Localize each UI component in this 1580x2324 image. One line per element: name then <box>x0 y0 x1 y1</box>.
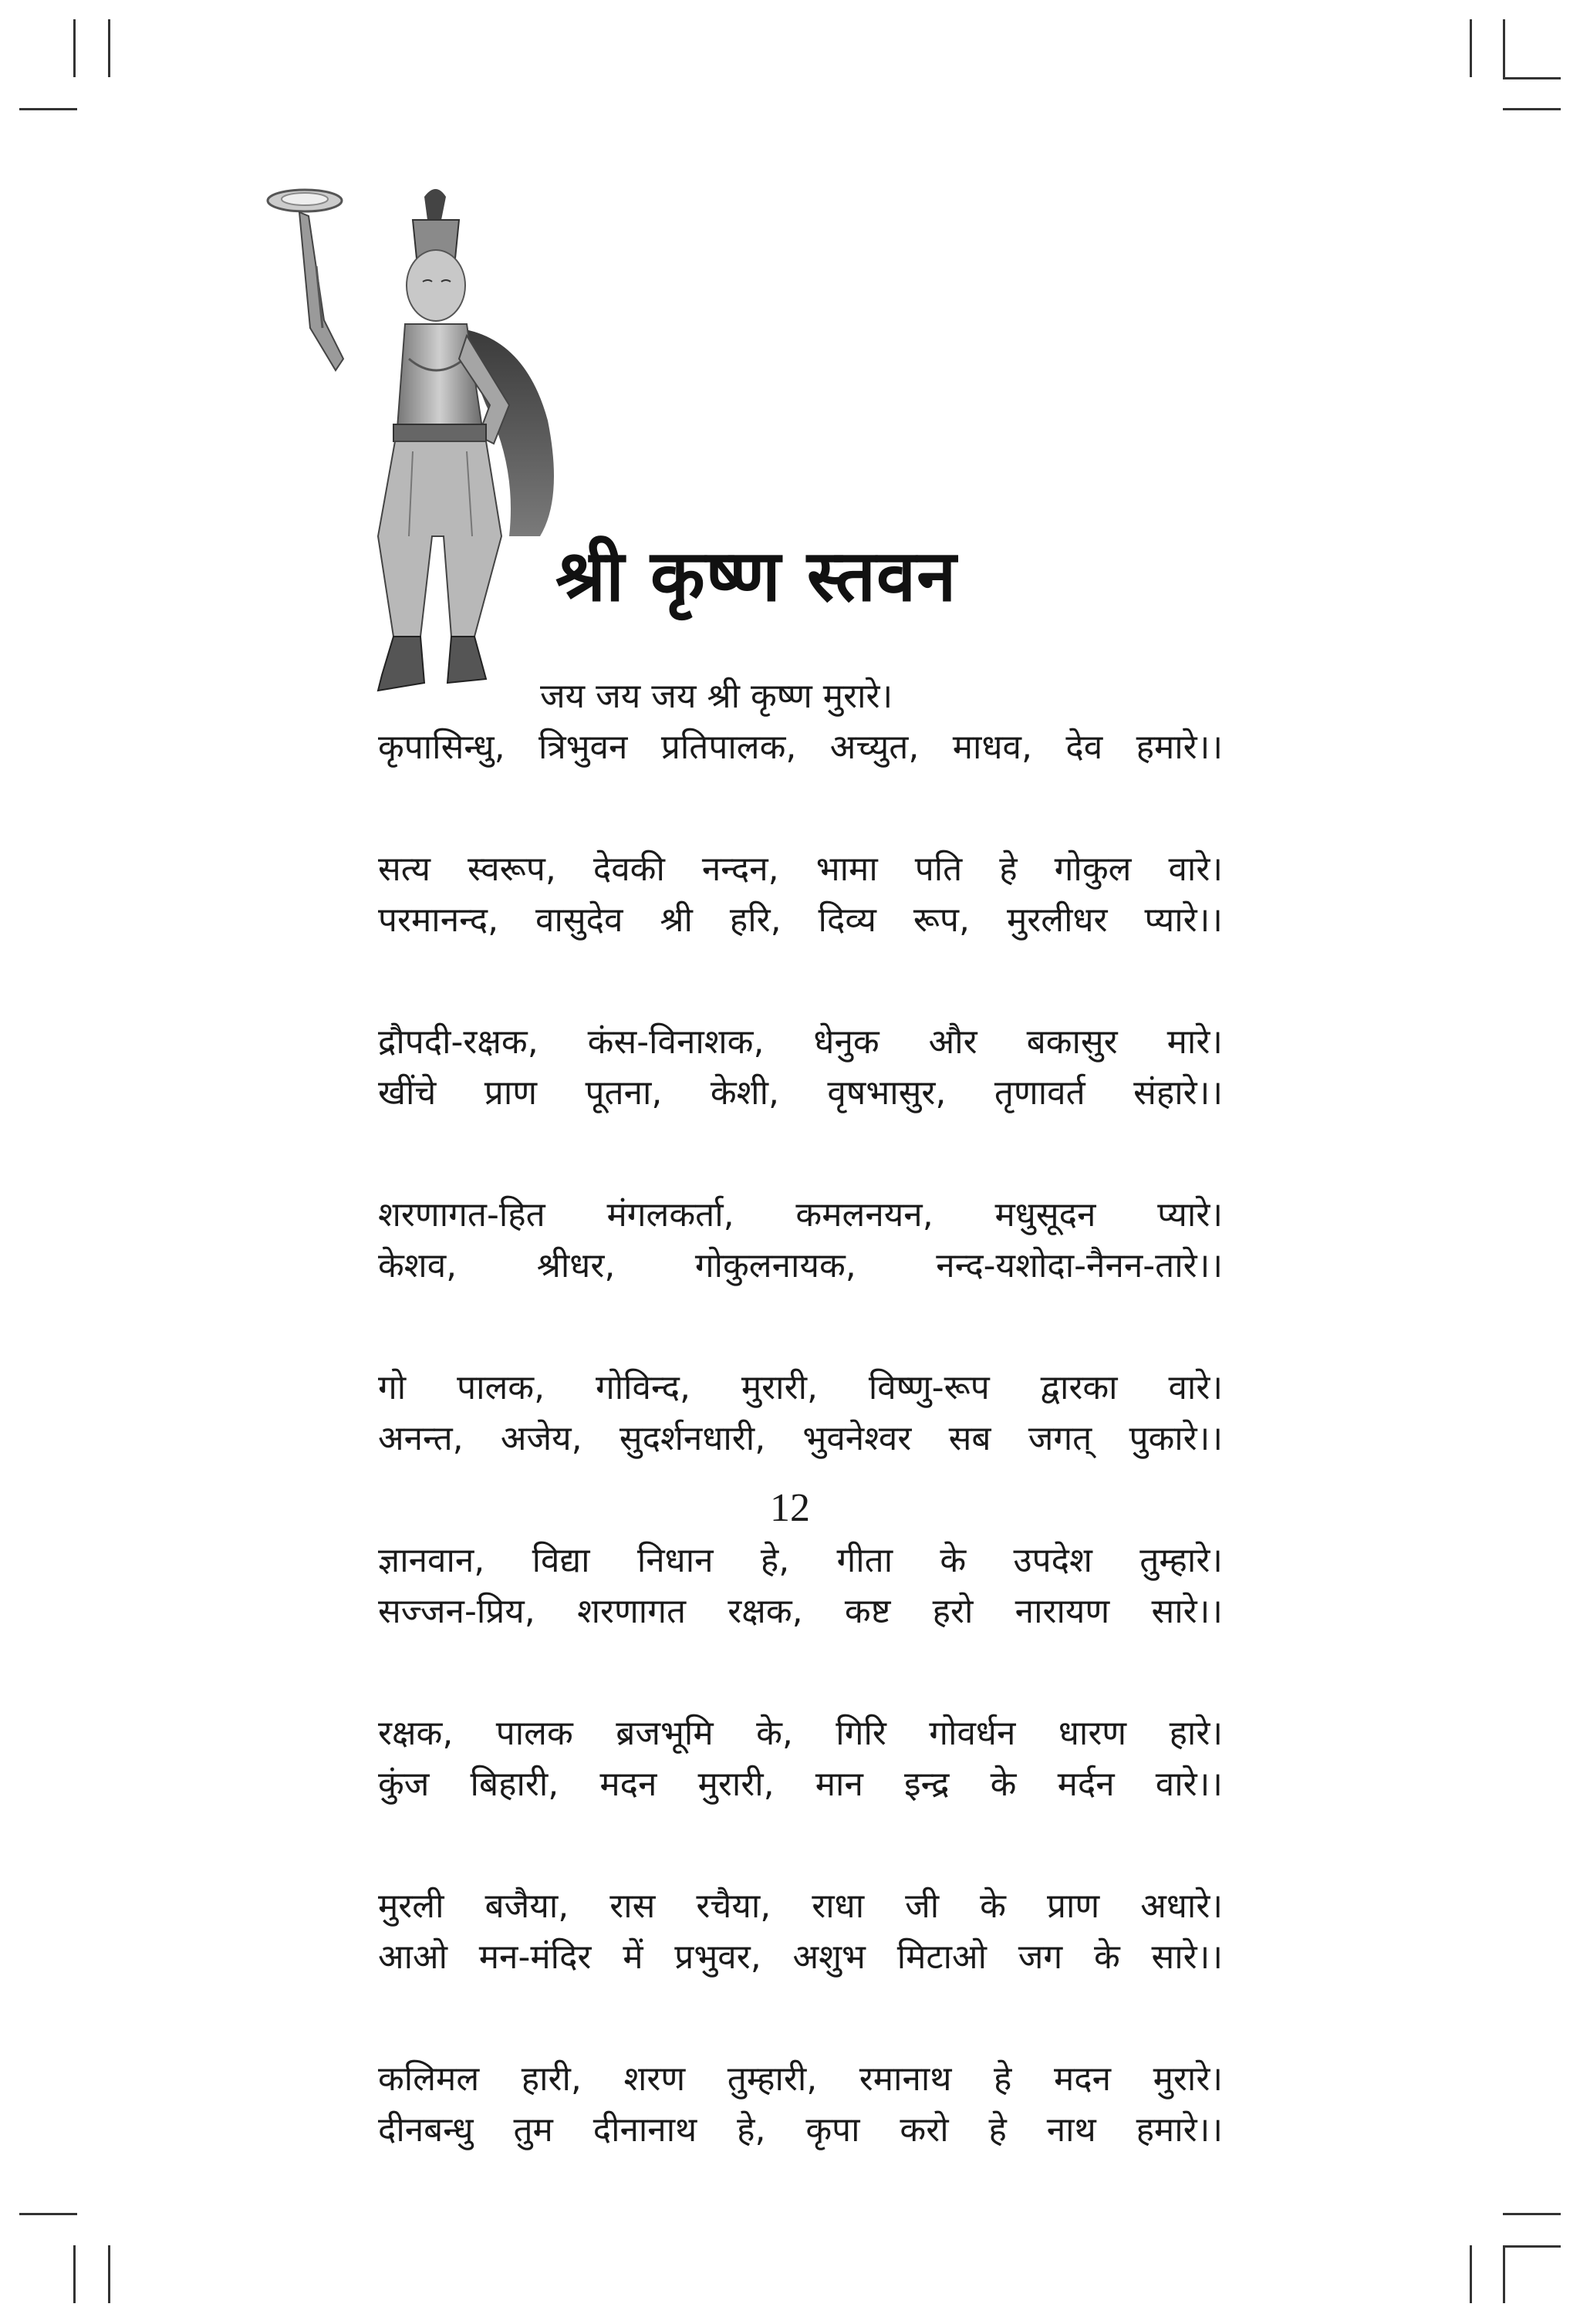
stanza-line: केशव, श्रीधर, गोकुलनायक, नन्द-यशोदा-नैनन-तारे।। <box>378 1246 1223 1285</box>
page-title: श्री कृष्ण स्तवन <box>555 535 957 617</box>
stanza-line: रक्षक, पालक ब्रजभूमि के, गिरि गोवर्धन धारण हारे। <box>378 1714 1223 1753</box>
crop-mark-bottom-left-inner <box>108 2245 110 2303</box>
crop-mark-bottom-right-inner <box>1470 2245 1472 2303</box>
stanza <box>378 1535 1223 1637</box>
stanza-line: आओ मन-मंदिर में प्रभुवर, अशुभ मिटाओ जग के सारे।। <box>378 1937 1223 1977</box>
stanza <box>378 1190 1223 1292</box>
stanza <box>378 1363 1223 1464</box>
crop-mark-top-right-outer <box>1503 19 1505 77</box>
crop-mark-bottom-left-horizontal <box>19 2213 77 2215</box>
stanza <box>378 1017 1223 1119</box>
stanza <box>378 844 1223 946</box>
stanza-line: कुंज बिहारी, मदन मुरारी, मान इन्द्र के मर्दन वारे।। <box>378 1765 1223 1804</box>
crop-mark-top-left-horizontal <box>19 108 77 110</box>
stanza-line: ज्ञानवान, विद्या निधान हे, गीता के उपदेश तुम्हारे। <box>378 1541 1223 1580</box>
stanza-line: दीनबन्धु तुम दीनानाथ हे, कृपा करो हे नाथ हमारे।। <box>378 2110 1223 2150</box>
stanza-line: कृपासिन्धु, त्रिभुवन प्रतिपालक, अच्युत, माधव, देव हमारे।। <box>378 728 1223 767</box>
stanza-line: गो पालक, गोविन्द, मुरारी, विष्णु-रूप द्वारका वारे। <box>378 1368 1223 1407</box>
stanza-line: द्रौपदी-रक्षक, कंस-विनाशक, धेनुक और बकासुर मारे। <box>378 1022 1223 1062</box>
crop-mark-bottom-right-horizontal-2 <box>1503 2245 1561 2248</box>
stanza <box>378 1708 1223 1810</box>
stanza-line: शरणागत-हित मंगलकर्ता, कमलनयन, मधुसूदन प्यारे। <box>378 1195 1223 1235</box>
stanza-line: परमानन्द, वासुदेव श्री हरि, दिव्य रूप, मुरलीधर प्यारे।। <box>378 900 1223 940</box>
stanza-line: सत्य स्वरूप, देवकी नन्दन, भामा पति हे गोकुल वारे। <box>378 850 1223 889</box>
page-number: 12 <box>770 1486 810 1530</box>
stanza-line: जय जय जय श्री कृष्ण मुरारे। <box>540 677 893 716</box>
stanza-line: खींचे प्राण पूतना, केशी, वृषभासुर, तृणावर्त संहारे।। <box>378 1073 1223 1113</box>
crop-mark-bottom-right-horizontal <box>1503 2213 1561 2215</box>
crop-mark-top-left-outer <box>73 19 76 77</box>
stanza-line: कलिमल हारी, शरण तुम्हारी, रमानाथ हे मदन मुरारे। <box>378 2059 1223 2099</box>
crop-mark-bottom-right-outer <box>1503 2245 1505 2303</box>
stanza <box>378 1881 1223 1983</box>
stanza-line: अनन्त, अजेय, सुदर्शनधारी, भुवनेश्वर सब जगत् पुकारे।। <box>378 1419 1223 1458</box>
crop-mark-top-left-inner <box>108 19 110 77</box>
stanza <box>378 2054 1223 2156</box>
stanza-line: मुरली बजैया, रास रचैया, राधा जी के प्राण अधारे। <box>378 1887 1223 1926</box>
crop-mark-top-right-horizontal <box>1503 77 1561 79</box>
crop-mark-bottom-left-outer <box>73 2245 76 2303</box>
stanza-line: सज्जन-प्रिय, शरणागत रक्षक, कष्ट हरो नारायण सारे।। <box>378 1592 1223 1631</box>
poem-body <box>378 671 1223 2156</box>
krishna-dancing-figure-illustration <box>262 174 594 714</box>
crop-mark-top-right-inner <box>1470 19 1472 77</box>
crop-mark-top-right-horizontal-2 <box>1503 108 1561 110</box>
stanza <box>378 671 1223 773</box>
